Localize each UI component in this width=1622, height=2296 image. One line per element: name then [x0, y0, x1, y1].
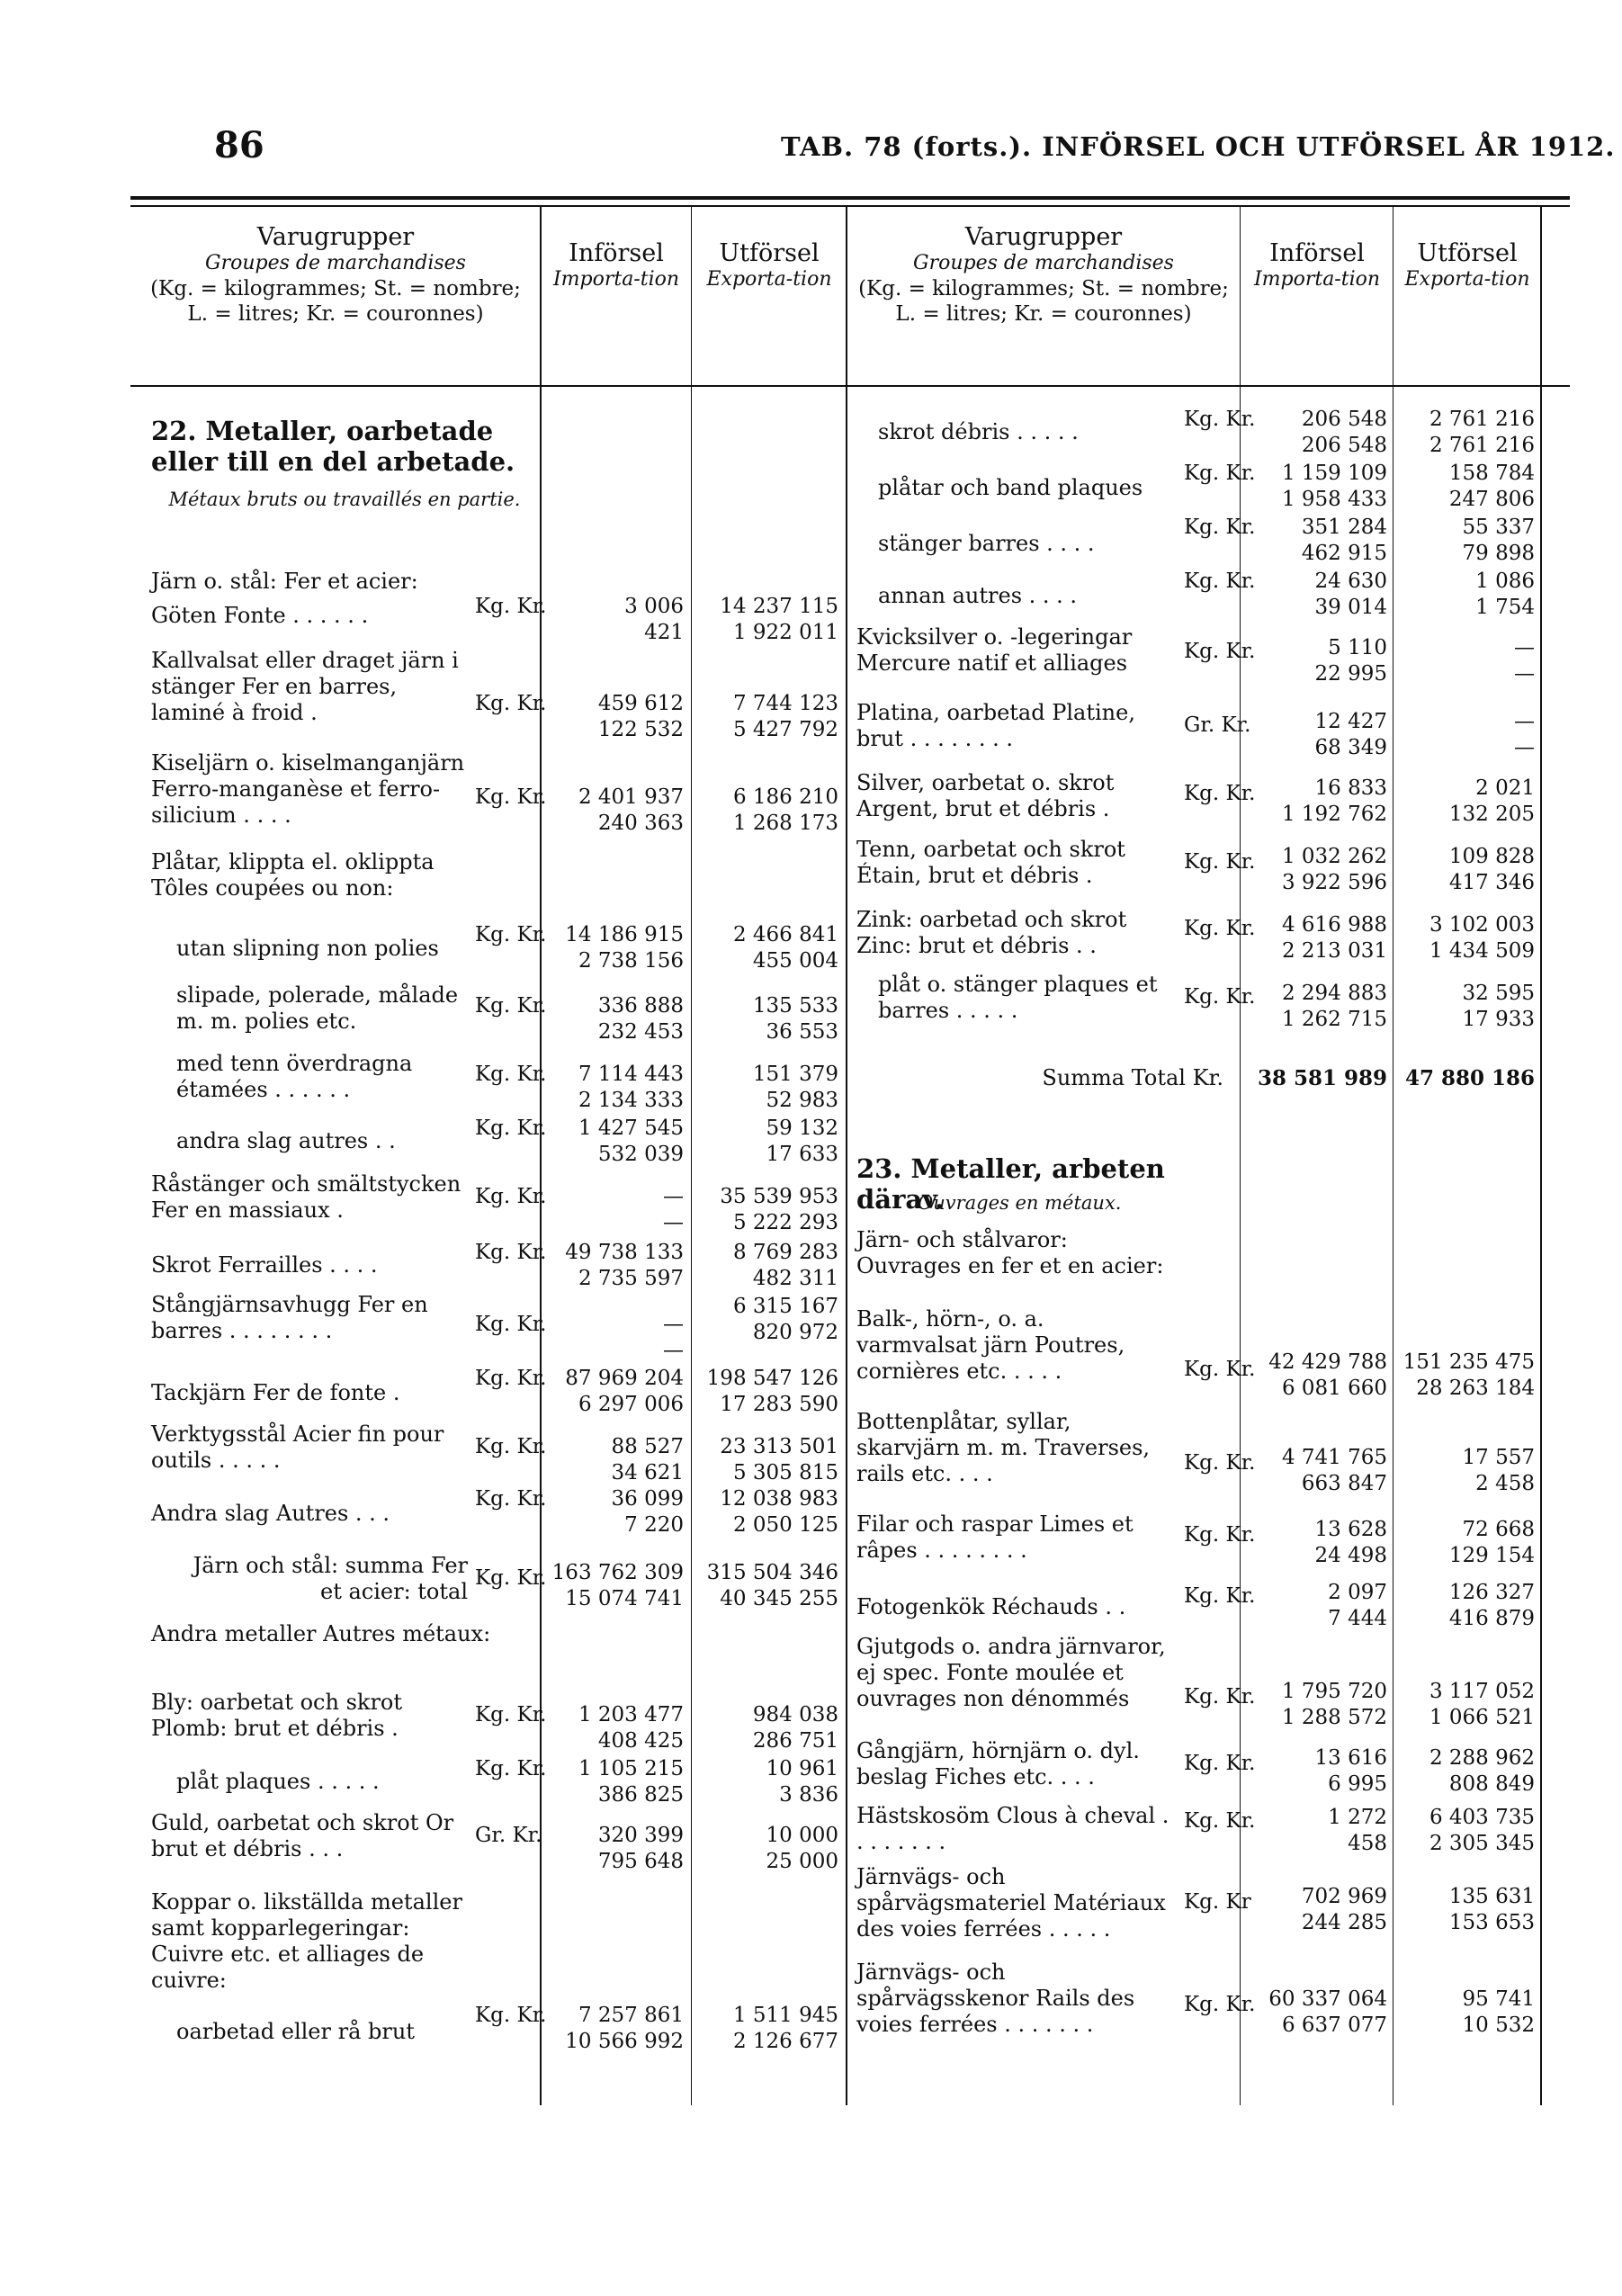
varugrupper-label: Varugrupper	[256, 223, 415, 251]
row-jarn-stal-header: Järn o. stål: Fer et acier:	[151, 569, 418, 594]
header-rule	[130, 385, 1570, 387]
units-note-2: L. = litres; Kr. = couronnes)	[895, 302, 1192, 326]
left-header-inforsel	[543, 241, 689, 292]
left-header-utforsel	[695, 241, 844, 292]
column-divider	[691, 205, 692, 2105]
importation-label: Importa-tion	[552, 268, 680, 291]
right-header-inforsel	[1243, 241, 1391, 292]
column-divider	[540, 205, 542, 2105]
section-23-subtitle: Ouvrages en métaux.	[918, 1192, 1122, 1214]
groupes-label: Groupes de marchandises	[205, 252, 466, 274]
inforsel-label: Införsel	[569, 239, 664, 267]
right-header-varugrupper	[851, 225, 1236, 327]
section-22-title: 22. Metaller, oarbetade eller till en del arbetade.	[151, 416, 515, 477]
section-23-title: 23. Metaller, arbeten därav.	[856, 1153, 1165, 1215]
units-note-1: (Kg. = kilogrammes; St. = nombre;	[858, 277, 1229, 300]
top-rule	[130, 196, 1570, 200]
importation-label: Importa-tion	[1253, 268, 1381, 291]
left-header-varugrupper	[135, 225, 536, 327]
page-heading: TAB. 78 (forts.). INFÖRSEL OCH UTFÖRSEL ÅR 1912.	[781, 131, 1616, 162]
exportation-label: Exporta-tion	[1404, 268, 1530, 291]
groupes-label: Groupes de marchandises	[913, 252, 1174, 274]
top-rule-thin	[130, 205, 1570, 207]
section-22-subtitle: Métaux bruts ou travaillés en partie.	[168, 489, 521, 510]
column-divider	[1540, 205, 1542, 2105]
units-note-2: L. = litres; Kr. = couronnes)	[187, 302, 484, 326]
utforsel-label: Utförsel	[1417, 239, 1518, 267]
page-number: 86	[214, 124, 264, 166]
inforsel-label: Införsel	[1269, 239, 1365, 267]
varugrupper-label: Varugrupper	[964, 223, 1123, 251]
exportation-label: Exporta-tion	[706, 268, 832, 291]
right-header-utforsel	[1396, 241, 1538, 292]
utforsel-label: Utförsel	[719, 239, 820, 267]
units-note-1: (Kg. = kilogrammes; St. = nombre;	[150, 277, 521, 300]
column-divider	[846, 205, 847, 2105]
